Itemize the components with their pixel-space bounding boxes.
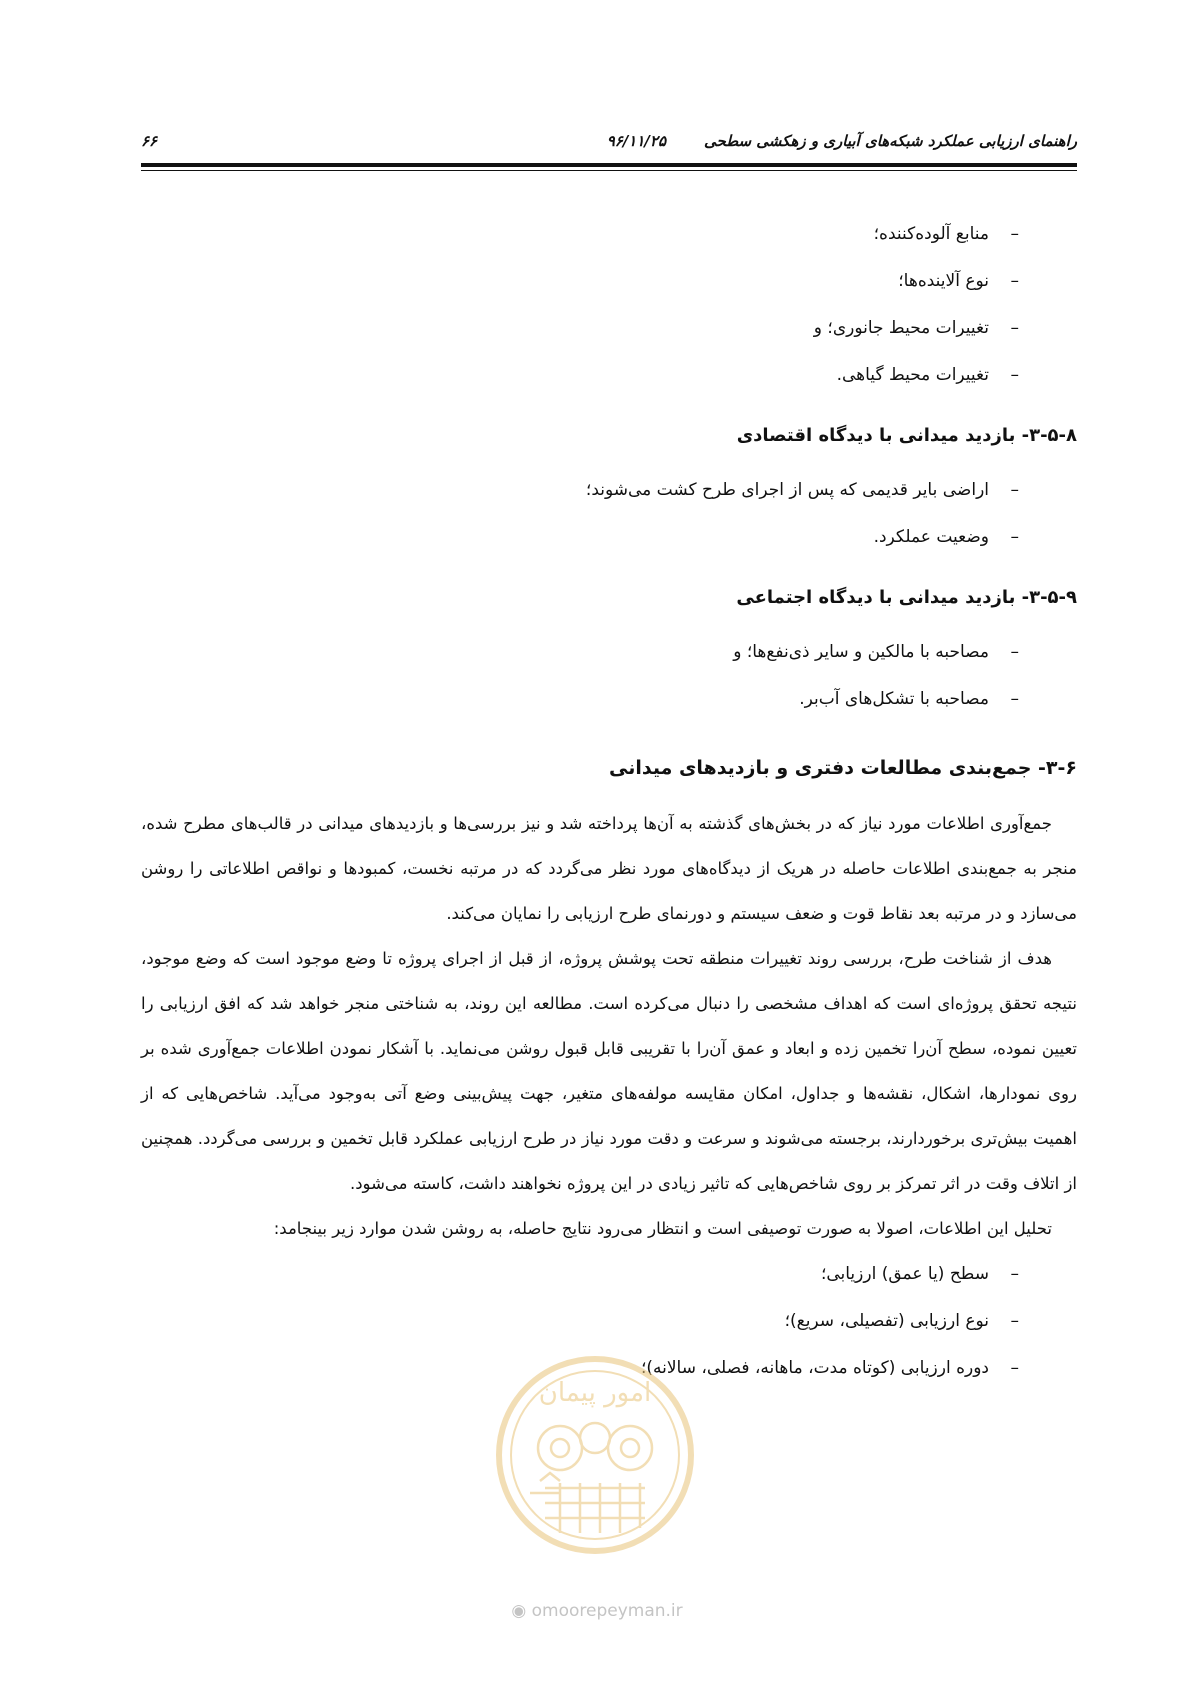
bullet-dash: – <box>1010 271 1019 291</box>
bullet-dash: – <box>1010 224 1019 244</box>
watermark-glyph-icon: ◉ <box>511 1601 527 1621</box>
list-item: – مصاحبه با تشکل‌های آب‌بر. <box>141 676 1077 723</box>
list-item: – نوع ارزیابی (تفصیلی، سریع)؛ <box>141 1298 1077 1345</box>
bullet-dash: – <box>1010 1264 1019 1284</box>
watermark-seal-icon <box>490 1353 700 1558</box>
bullet-dash: – <box>1010 527 1019 547</box>
list-item: – مصاحبه با مالکین و سایر ذی‌نفع‌ها؛ و <box>141 629 1077 676</box>
list-item: – اراضی بایر قدیمی که پس از اجرای طرح کشت می‌شوند؛ <box>141 467 1077 514</box>
header-date: ۹۶/۱۱/۲۵ <box>606 132 667 150</box>
paragraph: تحلیل این اطلاعات، اصولا به صورت توصیفی است و انتظار می‌رود نتایج حاصله، به روشن شدن موارد زیر بینجامد: <box>273 1219 1052 1238</box>
section-heading-social: ۳-۵-۹- بازدید میدانی با دیدگاه اجتماعی <box>736 587 1077 608</box>
bullet-dash: – <box>1010 642 1019 662</box>
page-content <box>141 211 1077 1392</box>
watermark-url: ◉ omoorepeyman.ir <box>511 1601 683 1621</box>
page-number: ۶۶ <box>141 132 158 150</box>
social-list <box>141 629 1077 723</box>
paragraph: جمع‌آوری اطلاعات مورد نیاز که در بخش‌های گذشته به آن‌ها پرداخته شد و نیز بررسی‌ها و بازدیدهای میدانی در قالب‌های مطرح شده، منجر به جمع‌بندی اطلاعات حاصله در هریک از دیدگاه‌های مورد نظر می‌گردد که در مرتبه نخست، کمبودها و نواقص اطلاعاتی را روشن می‌سازد و در مرتبه بعد نقاط قوت و ضعف سیستم و دورنمای طرح ارزیابی را نمایان می‌کند. <box>141 814 1077 923</box>
section-heading-summary: ۳-۶- جمع‌بندی مطالعات دفتری و بازدیدهای میدانی <box>609 757 1077 779</box>
bullet-dash: – <box>1010 1311 1019 1331</box>
list-item: – وضعیت عملکرد. <box>141 514 1077 561</box>
list-item: – سطح (یا عمق) ارزیابی؛ <box>141 1251 1077 1298</box>
list-item: – تغییرات محیط گیاهی. <box>141 352 1077 399</box>
bullet-dash: – <box>1010 365 1019 385</box>
section-heading-economic: ۳-۵-۸- بازدید میدانی با دیدگاه اقتصادی <box>736 425 1077 446</box>
header-title: راهنمای ارزیابی عملکرد شبکه‌های آبیاری و زهکشی سطحی <box>704 132 1077 150</box>
bullet-dash: – <box>1010 318 1019 338</box>
pollution-list <box>141 211 1077 399</box>
header-rule-thick <box>141 163 1077 167</box>
bullet-dash: – <box>1010 689 1019 709</box>
running-header <box>141 128 1077 154</box>
bullet-dash: – <box>1010 480 1019 500</box>
list-item: – دوره ارزیابی (کوتاه مدت، ماهانه، فصلی، سالانه)؛ <box>141 1345 1077 1392</box>
economic-list <box>141 467 1077 561</box>
paragraph: هدف از شناخت طرح، بررسی روند تغییرات منطقه تحت پوشش پروژه، از قبل از اجرای پروژه تا وضع موجود است که وضع موجود، نتیجه تحقق پروژه‌ای است که اهداف مشخصی را دنبال می‌کرده است. مطالعه این روند، به شناختی منجر خواهد شد که افق ارزیابی را تعیین نموده، سطح آن‌را تخمین زده و ابعاد و عمق آن‌را با تقریبی قابل قبول روشن می‌نماید. با آشکار نمودن اطلاعات جمع‌آوری شده بر روی نمودارها، اشکال، نقشه‌ها و جداول، امکان مقایسه مولفه‌های متغیر، جهت پیش‌بینی وضع آتی به‌وجود می‌آید. شاخص‌هایی که از اهمیت بیش‌تری برخوردارند، برجسته می‌شوند و سرعت و دقت مورد نیاز در طرح ارزیابی عملکرد قابل تخمین و بررسی می‌گردد. همچنین از اتلاف وقت در اثر تمرکز بر روی شاخص‌هایی که تاثیر زیادی در این پروژه نخواهند داشت، کاسته می‌شود. <box>141 949 1077 1193</box>
header-rule-thin <box>141 170 1077 171</box>
list-item: – منابع آلوده‌کننده؛ <box>141 211 1077 258</box>
list-item: – تغییرات محیط جانوری؛ و <box>141 305 1077 352</box>
watermark-logo-text: امور پیمان <box>538 1378 652 1408</box>
list-item: – نوع آلاینده‌ها؛ <box>141 258 1077 305</box>
bullet-dash: – <box>1010 1358 1019 1378</box>
